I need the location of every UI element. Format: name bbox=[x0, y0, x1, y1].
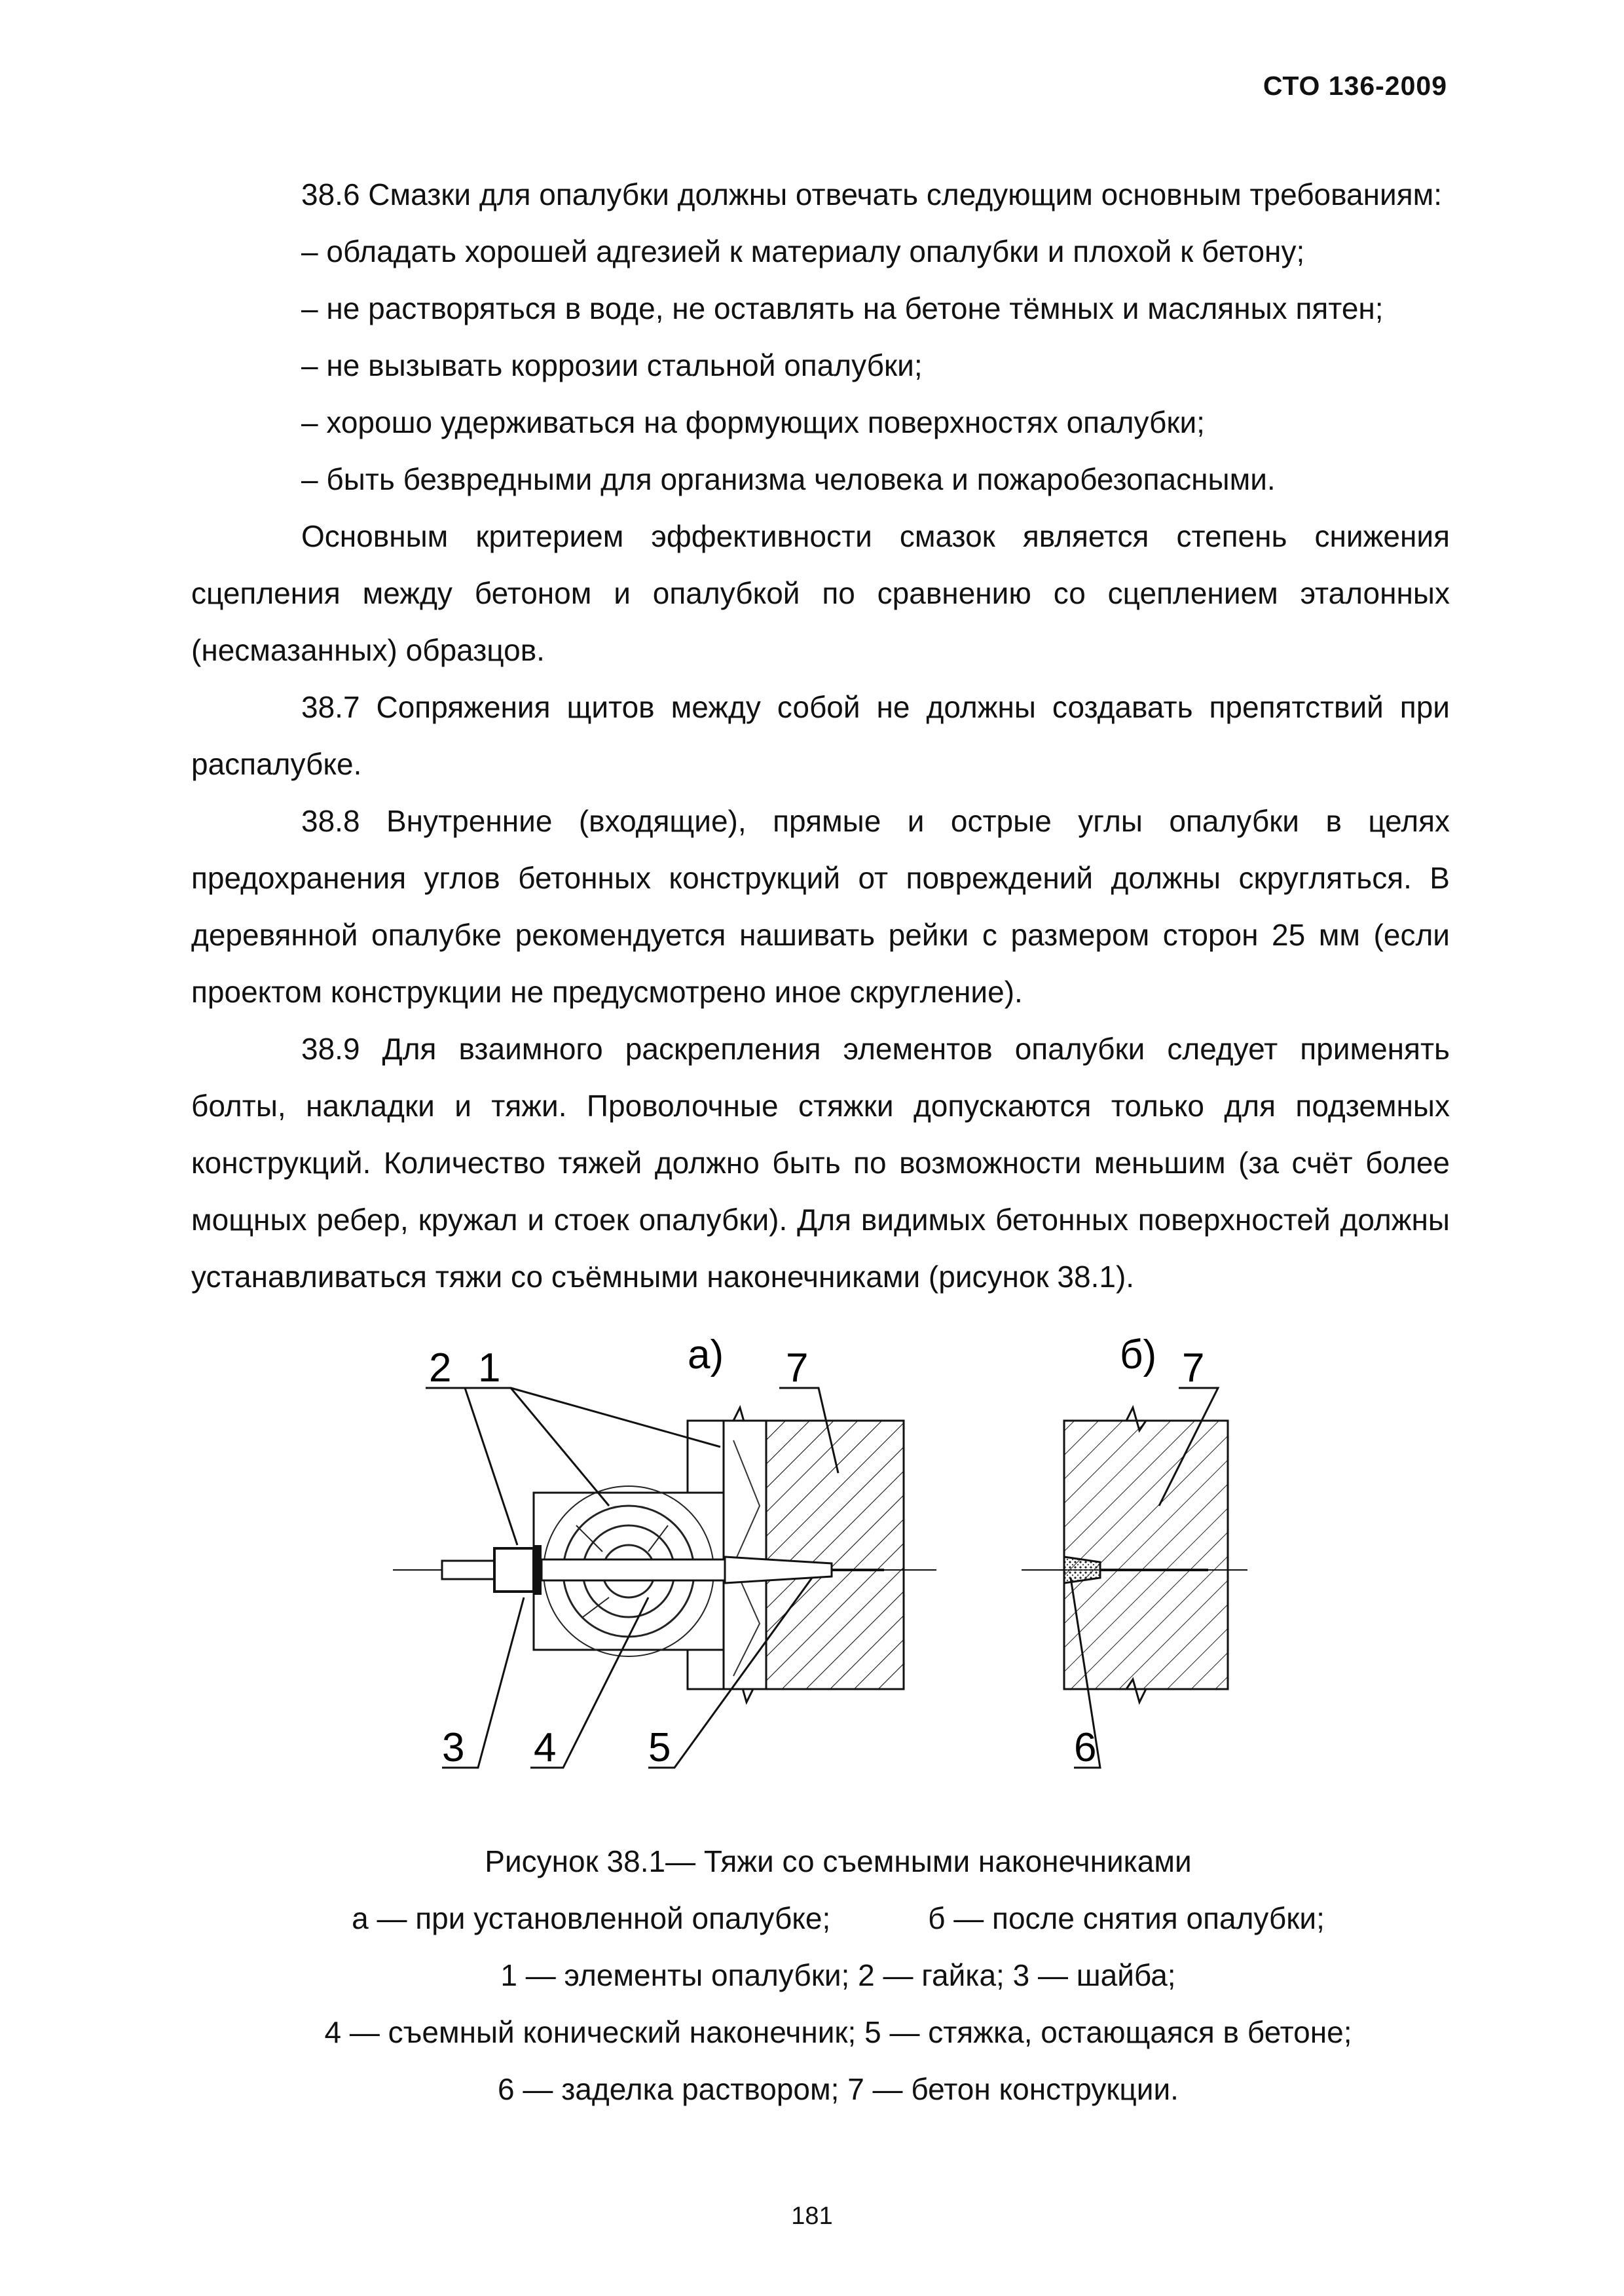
caption-panel-a: а — при установленной опалубке; bbox=[352, 1901, 831, 1935]
paragraph-criterion: Основным критерием эффективности смазок является степень снижения сцепления между бетоном и опалубкой по сравнению со сцеплением эталонных (несмазанных) образцов. bbox=[191, 519, 1450, 667]
paragraph-38-6: 38.6 Смазки для опалубки должны отвечать следующим основным требованиям: bbox=[301, 177, 1443, 211]
figure-38-1 bbox=[367, 1309, 1283, 1820]
caption-legend-3: 6 — заделка раствором; 7 — бетон конструкции. bbox=[498, 2072, 1179, 2106]
requirement-item: – не вызывать коррозии стальной опалубки; bbox=[301, 348, 923, 382]
caption-panels bbox=[223, 1890, 1454, 1947]
washer bbox=[534, 1545, 542, 1595]
paragraph-38-8: 38.8 Внутренние (входящие), прямые и острые углы опалубки в целях предохранения углов бетонных конструкций от повреждений должны скругляться. В деревянной опалубке рекомендуется нашивать рейки с размером сторон 25 мм (если проектом конструкции не предусмотрено иное скругление). bbox=[191, 804, 1450, 1009]
requirement-item: – обладать хорошей адгезией к материалу опалубки и плохой к бетону; bbox=[301, 234, 1305, 268]
paragraph-38-7: 38.7 Сопряжения щитов между собой не должны создавать препятствий при распалубке. bbox=[191, 690, 1450, 781]
callout-2: 2 bbox=[429, 1345, 452, 1391]
mortar-plug bbox=[1064, 1557, 1100, 1583]
body-text bbox=[191, 166, 1450, 1305]
figure-caption bbox=[223, 1833, 1454, 2118]
callout-1: 1 bbox=[478, 1345, 501, 1391]
tie-rod-drawing bbox=[367, 1309, 1283, 1820]
caption-legend-1: 1 — элементы опалубки; 2 — гайка; 3 — шайба; bbox=[500, 1958, 1176, 1992]
callout-4: 4 bbox=[534, 1725, 557, 1770]
panel-b-label: б) bbox=[1120, 1332, 1157, 1377]
callout-6: 6 bbox=[1074, 1725, 1097, 1770]
caption-title: Рисунок 38.1— Тяжи со съемными наконечниками bbox=[485, 1844, 1192, 1878]
tie-rod bbox=[542, 1559, 725, 1580]
nut bbox=[494, 1548, 534, 1592]
callout-7-a: 7 bbox=[786, 1345, 809, 1391]
document-code: СТО 136-2009 bbox=[1263, 71, 1447, 101]
paragraph-38-9: 38.9 Для взаимного раскрепления элементов опалубки следует применять болты, накладки и тяжи. Проволочные стяжки допускаются только для подземных конструкций. Количество тяжей должно быть по возможности меньшим (за счёт более мощных ребер, кружал и стоек опалубки). Для видимых бетонных поверхностей должны устанавливаться тяжи со съёмными наконечниками (рисунок 38.1). bbox=[191, 1032, 1450, 1294]
panel-a-label: а) bbox=[688, 1332, 724, 1377]
page-number: 181 bbox=[791, 2202, 833, 2230]
requirement-item: – не растворяться в воде, не оставлять на бетоне тёмных и масляных пятен; bbox=[301, 291, 1384, 325]
caption-legend-2: 4 — съемный конический наконечник; 5 — стяжка, остающаяся в бетоне; bbox=[324, 2015, 1352, 2049]
callout-3: 3 bbox=[442, 1725, 465, 1770]
concrete-wall-b bbox=[1064, 1408, 1228, 1702]
callout-7-b: 7 bbox=[1182, 1345, 1205, 1391]
callout-5: 5 bbox=[648, 1725, 671, 1770]
caption-panel-b: б — после снятия опалубки; bbox=[928, 1901, 1325, 1935]
requirement-item: – быть безвредными для организма человека и пожаробезопасными. bbox=[301, 462, 1276, 496]
requirement-item: – хорошо удерживаться на формующих поверхностях опалубки; bbox=[301, 405, 1205, 439]
